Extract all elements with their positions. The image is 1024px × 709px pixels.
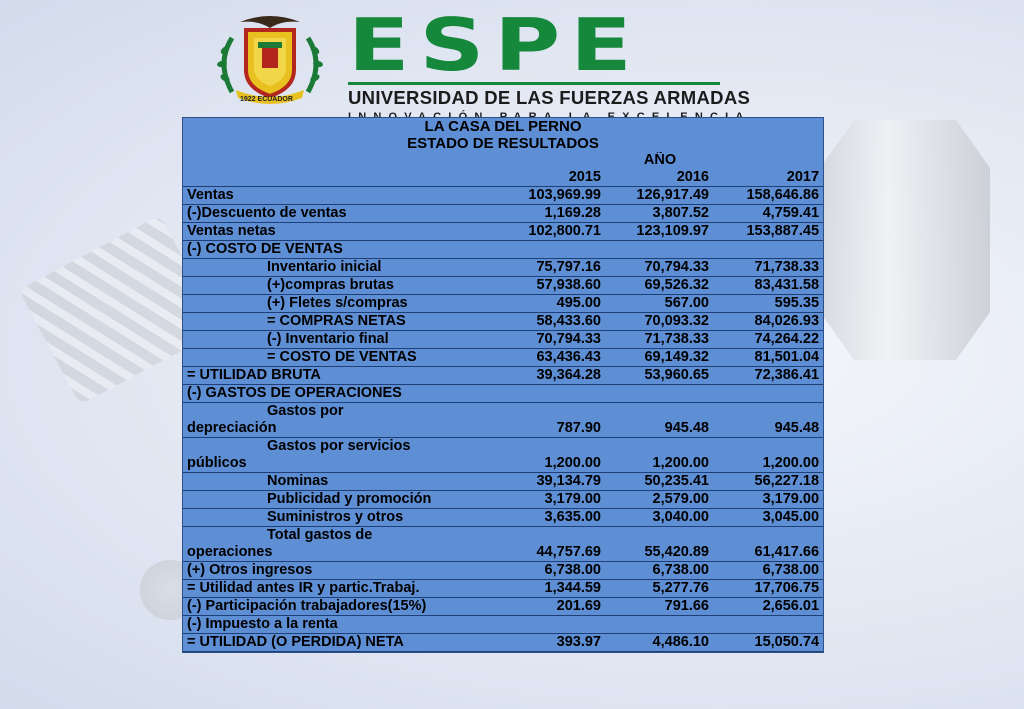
row-value: 3,179.00 [497, 491, 605, 509]
row-label: (+) Fletes s/compras [183, 295, 497, 313]
row-value [497, 385, 605, 403]
row-value: 1,344.59 [497, 580, 605, 598]
row-label: Ventas [183, 187, 497, 205]
row-label: Publicidad y promoción [183, 491, 497, 509]
row-value: 83,431.58 [713, 277, 823, 295]
crest-year: 1922 [240, 96, 256, 103]
crest-country: ECUADOR [257, 96, 293, 103]
row-value: 3,179.00 [713, 491, 823, 509]
university-name: UNIVERSIDAD DE LAS FUERZAS ARMADAS [348, 82, 720, 109]
row-label: = COSTO DE VENTAS [183, 349, 497, 367]
years-row [183, 169, 823, 187]
row-value: 787.90 [497, 403, 605, 438]
espe-crest-icon [210, 8, 330, 108]
row-value: 567.00 [605, 295, 713, 313]
row-value: 69,526.32 [605, 277, 713, 295]
row-value: 1,200.00 [605, 438, 713, 473]
year-header: AÑO [643, 152, 677, 168]
row-value: 103,969.99 [497, 187, 605, 205]
row-value: 71,738.33 [713, 259, 823, 277]
row-value: 3,807.52 [605, 205, 713, 223]
row-value: 44,757.69 [497, 527, 605, 562]
row-value: 1,200.00 [713, 438, 823, 473]
row-label-line: (15%) [387, 598, 427, 614]
table-row [183, 241, 823, 259]
row-value: 126,917.49 [605, 187, 713, 205]
row-value: 61,417.66 [713, 527, 823, 562]
table-row [183, 331, 823, 349]
income-statement-table [183, 118, 823, 652]
table-row [183, 349, 823, 367]
table-row [183, 473, 823, 491]
row-value: 123,109.97 [605, 223, 713, 241]
row-value: 595.35 [713, 295, 823, 313]
year-header-row [183, 152, 823, 169]
row-label [183, 527, 497, 562]
table-row [183, 634, 823, 652]
row-value: 5,277.76 [605, 580, 713, 598]
row-value: 3,635.00 [497, 509, 605, 527]
table-row [183, 438, 823, 473]
brand-name: ESPE [348, 3, 642, 87]
row-value: 39,134.79 [497, 473, 605, 491]
row-value: 50,235.41 [605, 473, 713, 491]
background-bolt-head [820, 120, 990, 360]
row-value: 17,706.75 [713, 580, 823, 598]
row-label: (-) GASTOS DE OPERACIONES [183, 385, 497, 403]
row-label: Inventario inicial [183, 259, 497, 277]
row-value: 6,738.00 [497, 562, 605, 580]
row-value [605, 385, 713, 403]
row-value [605, 616, 713, 634]
row-value [605, 241, 713, 259]
brand-block [348, 3, 751, 123]
row-label-line: Total gastos de [267, 527, 373, 543]
row-value: 56,227.18 [713, 473, 823, 491]
row-value: 81,501.04 [713, 349, 823, 367]
table-row [183, 527, 823, 562]
table-row [183, 205, 823, 223]
table-row [183, 616, 823, 634]
table-row [183, 277, 823, 295]
row-label: = UTILIDAD BRUTA [183, 367, 497, 385]
row-value: 102,800.71 [497, 223, 605, 241]
row-value: 158,646.86 [713, 187, 823, 205]
row-label: (-) Inventario final [183, 331, 497, 349]
year-column-header: 2017 [713, 169, 823, 187]
row-value: 791.66 [605, 598, 713, 616]
row-value: 6,738.00 [605, 562, 713, 580]
row-value: 75,797.16 [497, 259, 605, 277]
table-row [183, 509, 823, 527]
table-row [183, 562, 823, 580]
table-row [183, 403, 823, 438]
row-value: 57,938.60 [497, 277, 605, 295]
row-label: = COMPRAS NETAS [183, 313, 497, 331]
row-value: 2,656.01 [713, 598, 823, 616]
row-value: 495.00 [497, 295, 605, 313]
row-value: 63,436.43 [497, 349, 605, 367]
page-header [210, 3, 751, 108]
table-row [183, 259, 823, 277]
row-label-line: (-) Participación trabajadores [187, 598, 388, 614]
row-value: 58,433.60 [497, 313, 605, 331]
row-value: 945.48 [713, 403, 823, 438]
row-value [713, 616, 823, 634]
row-label: Nominas [183, 473, 497, 491]
statement-title: ESTADO DE RESULTADOS [407, 135, 599, 152]
row-value: 71,738.33 [605, 331, 713, 349]
year-column-header: 2015 [497, 169, 605, 187]
row-label-line: Gastos por [267, 403, 344, 419]
row-label [183, 403, 497, 438]
row-value: 74,264.22 [713, 331, 823, 349]
row-value: 53,960.65 [605, 367, 713, 385]
table-row [183, 385, 823, 403]
statement-title-row [183, 135, 823, 152]
row-value: 15,050.74 [713, 634, 823, 652]
row-label [183, 438, 497, 473]
row-label: Ventas netas [183, 223, 497, 241]
table-row [183, 580, 823, 598]
row-label-line: operaciones [187, 544, 273, 560]
row-value: 3,045.00 [713, 509, 823, 527]
year-column-header: 2016 [605, 169, 713, 187]
row-value: 70,794.33 [605, 259, 713, 277]
row-value: 4,486.10 [605, 634, 713, 652]
row-label: (+)compras brutas [183, 277, 497, 295]
row-value: 6,738.00 [713, 562, 823, 580]
row-label-line: = Utilidad antes IR y partic. [187, 580, 373, 596]
row-value: 2,579.00 [605, 491, 713, 509]
table-row [183, 598, 823, 616]
table-row [183, 367, 823, 385]
row-label: Suministros y otros [183, 509, 497, 527]
row-value: 84,026.93 [713, 313, 823, 331]
row-label: (-) Impuesto a la renta [183, 616, 497, 634]
row-label: (-)Descuento de ventas [183, 205, 497, 223]
row-value: 70,093.32 [605, 313, 713, 331]
row-label: (-) COSTO DE VENTAS [183, 241, 497, 259]
table-row [183, 295, 823, 313]
table-row [183, 491, 823, 509]
row-value [497, 241, 605, 259]
row-value [713, 241, 823, 259]
table-row [183, 187, 823, 205]
table-row [183, 223, 823, 241]
row-label [183, 580, 497, 598]
row-value: 201.69 [497, 598, 605, 616]
row-label-line: públicos [187, 455, 247, 471]
row-label-line: Trabaj. [372, 580, 420, 596]
row-label-line: depreciación [187, 420, 277, 436]
row-value [713, 385, 823, 403]
income-statement [182, 117, 824, 653]
row-label: = UTILIDAD (O PERDIDA) NETA [183, 634, 497, 652]
row-value: 393.97 [497, 634, 605, 652]
row-value: 1,200.00 [497, 438, 605, 473]
row-value: 69,149.32 [605, 349, 713, 367]
table-row [183, 313, 823, 331]
company-name: LA CASA DEL PERNO [424, 118, 582, 135]
row-value: 1,169.28 [497, 205, 605, 223]
row-value: 72,386.41 [713, 367, 823, 385]
row-value: 3,040.00 [605, 509, 713, 527]
row-value: 39,364.28 [497, 367, 605, 385]
company-title-row [183, 118, 823, 135]
row-label: (+) Otros ingresos [183, 562, 497, 580]
row-value [497, 616, 605, 634]
row-label-line: Gastos por servicios [267, 438, 411, 454]
row-value: 55,420.89 [605, 527, 713, 562]
row-label [183, 598, 497, 616]
row-value: 153,887.45 [713, 223, 823, 241]
row-value: 945.48 [605, 403, 713, 438]
row-value: 4,759.41 [713, 205, 823, 223]
row-value: 70,794.33 [497, 331, 605, 349]
crest-ribbon [240, 96, 293, 103]
